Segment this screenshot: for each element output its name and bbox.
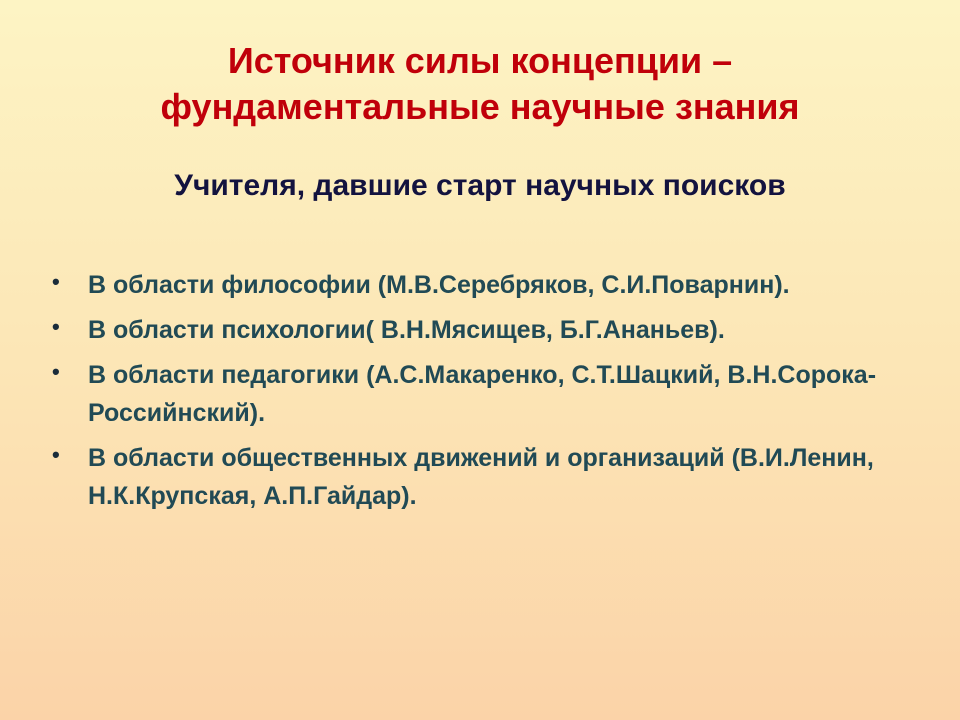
bullet-text: В области философии (М.В.Серебряков, С.И.Поварнин). [88,271,790,299]
bullet-item-psychology [52,311,922,349]
bullet-icon: • [52,269,60,294]
slide-title [60,38,900,130]
bullet-item-philosophy [52,266,922,304]
bullet-text: В области психологии( В.Н.Мясищев, Б.Г.Ананьев). [88,316,725,344]
slide-title-line-1: Источник силы концепции – [227,40,733,81]
slide-title-line-2: фундаментальные научные знания [160,86,800,127]
bullet-item-social-movements [52,439,922,515]
slide-subtitle: Учителя, давшие старт научных поисков [174,169,786,202]
bullet-icon: • [52,314,60,339]
bullet-text: В области педагогики (А.С.Макаренко, С.Т.Шацкий, В.Н.Сорока-Российнский). [88,361,877,427]
bullet-item-pedagogy [52,356,922,432]
bullet-icon: • [52,359,60,384]
bullet-text: В области общественных движений и организаций (В.И.Ленин, Н.К.Крупская, А.П.Гайдар). [88,444,874,510]
bullet-icon: • [52,442,60,467]
bullet-list [52,266,922,522]
